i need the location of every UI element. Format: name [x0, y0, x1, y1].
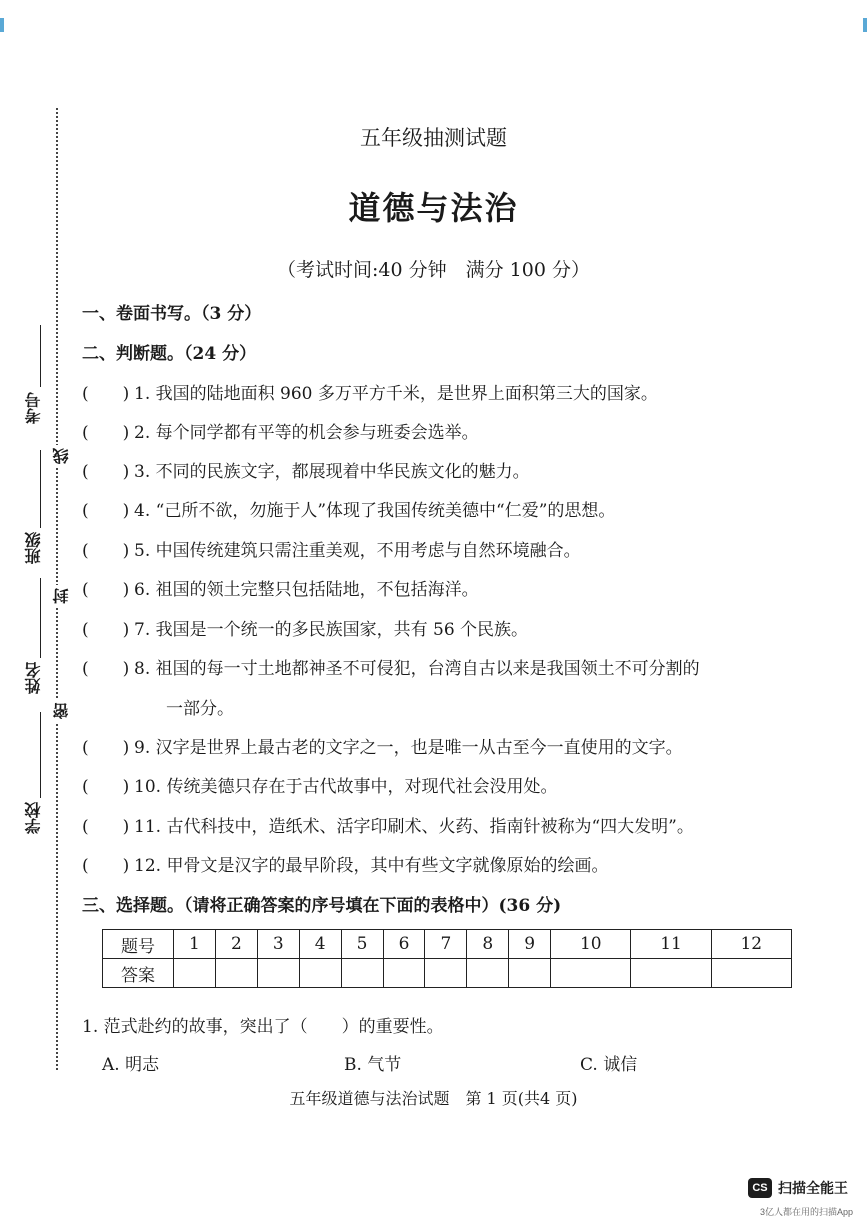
section-choice: 三、选择题。（请将正确答案的序号填在下面的表格中）(36 分) [82, 896, 562, 916]
question-number: 9 [509, 930, 551, 959]
choice-option-a: A. 明志 [102, 1055, 160, 1075]
exam-info: （考试时间:40 分钟 满分 100 分） [277, 259, 590, 281]
answer-blank[interactable]: ( ) [82, 659, 130, 679]
class-line [40, 450, 41, 528]
answer-blank[interactable]: ( ) [82, 462, 130, 482]
question-number: 11 [631, 930, 711, 959]
judgement-item [82, 536, 581, 561]
judgement-text: 3. 不同的民族文字，都展现着中华民族文化的魅力。 [134, 462, 530, 482]
question-number: 8 [467, 930, 509, 959]
answer-blank[interactable]: ( ) [82, 501, 130, 521]
judgement-item [82, 615, 528, 640]
section-judgement: 二、判断题。（24 分） [82, 344, 257, 364]
corner-mark-left [0, 18, 4, 32]
exam-title: 道德与法治 [348, 189, 519, 227]
answer-cell[interactable] [299, 959, 341, 988]
answer-cell[interactable] [711, 959, 791, 988]
question-number: 2 [215, 930, 257, 959]
judgement-item [82, 851, 608, 876]
judgement-item [82, 654, 700, 679]
answer-blank[interactable]: ( ) [82, 423, 130, 443]
answer-cell[interactable] [631, 959, 711, 988]
question-number: 6 [383, 930, 425, 959]
choice-option-b: B. 气节 [344, 1055, 402, 1075]
scanner-tagline: 3亿人都在用的扫描App [760, 1207, 854, 1217]
judgement-item [82, 812, 694, 837]
judgement-item [82, 379, 658, 404]
margin-label-school: 学校 [24, 802, 43, 834]
judgement-item [82, 575, 479, 600]
judgement-text: 8. 祖国的每一寸土地都神圣不可侵犯，台湾自古以来是我国领土不可分割的 [134, 659, 700, 679]
corner-mark-right [863, 18, 867, 32]
question-number: 5 [341, 930, 383, 959]
answer-blank[interactable]: ( ) [82, 777, 130, 797]
question-number: 1 [174, 930, 216, 959]
answer-table-number-row [103, 930, 792, 959]
answer-cell[interactable] [341, 959, 383, 988]
judgement-text: 12. 甲骨文是汉字的最早阶段，其中有些文字就像原始的绘画。 [134, 856, 609, 876]
judgement-text: 7. 我国是一个统一的多民族国家，共有 56 个民族。 [134, 620, 529, 640]
name-line [40, 578, 41, 658]
table-header-answer: 答案 [103, 959, 174, 988]
answer-cell[interactable] [174, 959, 216, 988]
section-handwriting: 一、卷面书写。（3 分） [82, 304, 262, 324]
answer-cell[interactable] [509, 959, 551, 988]
answer-cell[interactable] [467, 959, 509, 988]
judgement-text: 2. 每个同学都有平等的机会参与班委会选举。 [134, 423, 479, 443]
judgement-text: 9. 汉字是世界上最古老的文字之一，也是唯一从古至今一直使用的文字。 [134, 738, 683, 758]
question-number: 4 [299, 930, 341, 959]
answer-blank[interactable]: ( ) [82, 620, 130, 640]
judgement-item [82, 496, 615, 521]
judgement-text: 11. 古代科技中，造纸术、活字印刷术、火药、指南针被称为“四大发明”。 [134, 817, 694, 837]
answer-blank[interactable]: ( ) [82, 384, 130, 404]
margin-label-name: 姓名 [24, 662, 43, 694]
exam-subtitle: 五年级抽测试题 [360, 126, 507, 150]
table-header-number: 题号 [103, 930, 174, 959]
scanner-app-name: 扫描全能王 [778, 1180, 848, 1196]
seal-char-secret: 密 [50, 700, 73, 722]
answer-blank[interactable]: ( ) [82, 738, 130, 758]
seal-char-line: 线 [50, 445, 73, 467]
seal-char-seal: 封 [50, 585, 73, 607]
page-footer: 五年级道德与法治试题 第 1 页(共4 页) [289, 1089, 578, 1108]
answer-cell[interactable] [425, 959, 467, 988]
choice-option-c: C. 诚信 [580, 1055, 638, 1075]
answer-blank[interactable]: ( ) [82, 580, 130, 600]
judgement-item [82, 418, 479, 443]
judgement-text: 10. 传统美德只存在于古代故事中，对现代社会没用处。 [134, 777, 558, 797]
question-number: 3 [257, 930, 299, 959]
answer-table [102, 929, 792, 988]
answer-cell[interactable] [257, 959, 299, 988]
judgement-text: 5. 中国传统建筑只需注重美观，不用考虑与自然环境融合。 [134, 541, 581, 561]
answer-table-answer-row [103, 959, 792, 988]
judgement-text: 4. “己所不欲，勿施于人”体现了我国传统美德中“仁爱”的思想。 [134, 501, 616, 521]
question-number: 10 [551, 930, 631, 959]
school-line [40, 712, 41, 798]
exam-number-line [40, 325, 41, 387]
judgement-item [82, 457, 530, 482]
answer-cell[interactable] [215, 959, 257, 988]
judgement-text: 6. 祖国的领土完整只包括陆地，不包括海洋。 [134, 580, 479, 600]
question-number: 7 [425, 930, 467, 959]
answer-blank[interactable]: ( ) [82, 856, 130, 876]
margin-label-class: 班级 [24, 532, 43, 564]
scanner-logo-icon: CS [748, 1178, 772, 1198]
answer-blank[interactable]: ( ) [82, 541, 130, 561]
judgement-text: 1. 我国的陆地面积 960 多万平方千米，是世界上面积第三大的国家。 [134, 384, 658, 404]
answer-cell[interactable] [383, 959, 425, 988]
answer-cell[interactable] [551, 959, 631, 988]
choice-question-1: 1. 范式赴约的故事，突出了（ ）的重要性。 [82, 1017, 444, 1037]
judgement-text-continued: 一部分。 [166, 699, 234, 719]
question-number: 12 [711, 930, 791, 959]
judgement-item [82, 772, 557, 797]
margin-label-exam-number: 考号 [24, 392, 43, 424]
judgement-item [82, 733, 683, 758]
answer-blank[interactable]: ( ) [82, 817, 130, 837]
